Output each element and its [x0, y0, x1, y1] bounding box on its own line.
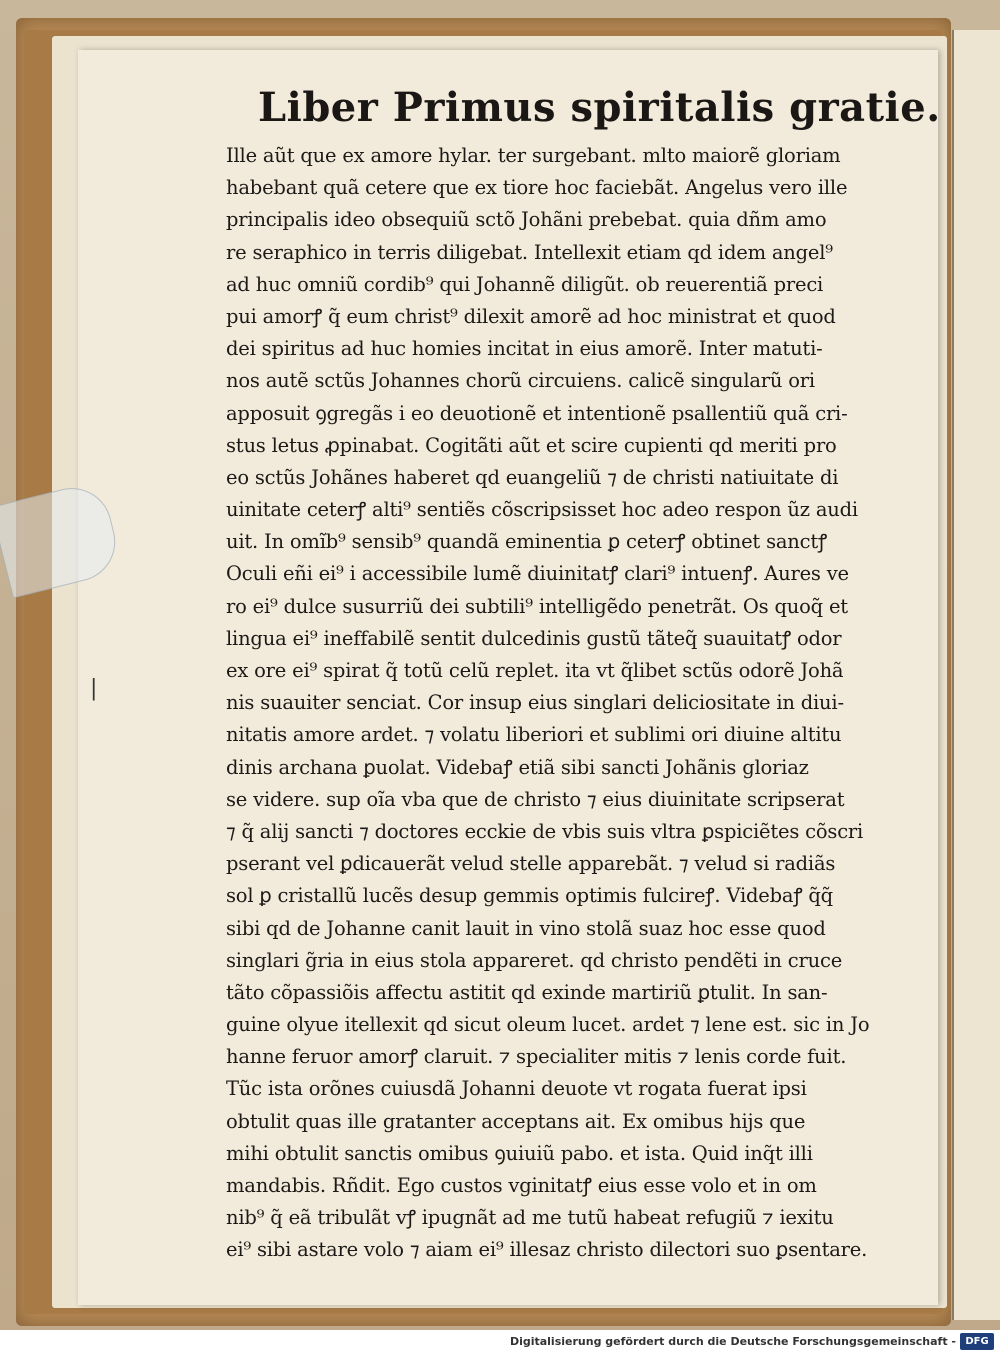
text-line: sol ꝑ cristallũ lucẽs desup gemmis optimis fulcireꝭ. Videbaꝭ q̃q̃ — [226, 884, 833, 908]
text-line: apposuit ꝯgregãs i eo deuotionẽ et intentionẽ psallentiũ quã cri- — [226, 401, 848, 425]
text-line: pui amorꝭ q̃ eum christ⁹ dilexit amorẽ ad hoc ministrat et quod — [226, 304, 836, 328]
text-line: Tũc ista orõnes cuiusdã Johanni deuote vt rogata fuerat ipsi — [226, 1077, 807, 1101]
text-line: mihi obtulit sanctis omibus ꝯuiuiũ pabo. et ista. Quid inq̃t illi — [226, 1141, 813, 1165]
text-line: uinitate ceterꝭ alti⁹ sentiẽs cõscripsisset hoc adeo respon ũz audi — [226, 498, 858, 522]
text-line: se videre. sup oĩa vba que de christo ⁊ eius diuinitate scripserat — [226, 787, 845, 811]
text-line: ad huc omniũ cordib⁹ qui Johannẽ diligũt. ob reuerentiã preci — [226, 272, 824, 296]
text-line: uit. In omĩb⁹ sensib⁹ quandã eminentia ꝑ ceterꝭ obtinet sanctꝭ — [226, 530, 828, 554]
text-line: mandabis. Rñdit. Ego custos vginitatꝭ eius esse volo et in om — [226, 1174, 817, 1197]
next-page-edge — [952, 30, 1000, 1320]
text-line: habebant quã cetere que ex tiore hoc faciebãt. Angelus vero ille — [226, 176, 848, 200]
text-line: ei⁹ sibi astare volo ⁊ aiam ei⁹ illesaz christo dilectori suo ꝑsentare. — [226, 1238, 868, 1262]
text-line: dei spiritus ad huc homies incitat in eius amorẽ. Inter matuti- — [226, 337, 823, 361]
funding-note: Digitalisierung gefördert durch die Deutsche Forschungsgemeinschaft - — [509, 1335, 956, 1348]
text-line: ro ei⁹ dulce susurriũ dei subtili⁹ intelligẽdo penetrãt. Os quoq̃ et — [226, 594, 848, 618]
text-line: hanne feruor amorꝭ claruit. ⁊ specialiter mitis ⁊ lenis corde fuit. — [226, 1045, 847, 1069]
text-line: pserant vel ꝑdicauerãt velud stelle apparebãt. ⁊ velud si radiãs — [226, 852, 836, 876]
text-line: stus letus ꝓpinabat. Cogitãti aũt et scire cupienti qd meriti pro — [226, 433, 837, 457]
text-line: nos autẽ sctũs Johannes chorũ circuiens. calicẽ singularũ ori — [226, 369, 815, 393]
text-line: tãto cõpassiõis affectu astitit qd exinde martiriũ ꝑtulit. In san- — [226, 980, 828, 1004]
text-line: lingua ei⁹ ineffabilẽ sentit dulcedinis gustũ tãteq̃ suauitatꝭ odor — [226, 626, 842, 650]
text-line: guine olyue itellexit qd sicut oleum lucet. ardet ⁊ lene est. sic in Jo — [226, 1013, 870, 1037]
text-line: nis suauiter senciat. Cor insup eius singlari deliciositate in diui- — [226, 691, 844, 715]
text-line: nib⁹ q̃ eã tribulãt vꝭ ipugnãt ad me tutũ habeat refugiũ ⁊ iexitu — [226, 1206, 834, 1230]
text-line: principalis ideo obsequiũ sctõ Johãni prebebat. quia dñm amo — [226, 208, 827, 232]
page-title: Liber Primus spiritalis gratie. — [258, 84, 941, 131]
text-line: singlari g̃ria in eius stola appareret. qd christo pendẽti in cruce — [226, 948, 843, 972]
text-line: Oculi eñi ei⁹ i accessibile lumẽ diuinitatꝭ clari⁹ intuenꝭ. Aures ve — [226, 562, 849, 586]
text-line: Ille aũt que ex amore hylar. ter surgebant. mlto maiorẽ gloriam — [226, 144, 841, 167]
text-line: ⁊ q̃ alij sancti ⁊ doctores ecckie de vbis suis vltra ꝑspiciẽtes cõscri — [226, 819, 864, 843]
footer-bar — [0, 1330, 1000, 1354]
text-line: obtulit quas ille gratanter acceptans ait. Ex omibus hijs que — [226, 1109, 806, 1133]
dfg-logo: DFG — [960, 1333, 994, 1350]
margin-mark: | — [90, 676, 98, 701]
text-line: ex ore ei⁹ spirat q̃ totũ celũ replet. ita vt q̃libet sctũs odorẽ Johã — [226, 659, 844, 682]
text-line: sibi qd de Johanne canit lauit in vino stolã suaz hoc esse quod — [226, 916, 826, 940]
text-body — [226, 140, 886, 1267]
text-line: nitatis amore ardet. ⁊ volatu liberiori et sublimi ori diuine altitu — [226, 723, 842, 747]
text-line: re seraphico in terris diligebat. Intellexit etiam qd idem angel⁹ — [226, 240, 833, 264]
text-line: eo sctũs Johãnes haberet qd euangeliũ ⁊ de christi natiuitate di — [226, 465, 839, 489]
text-line: dinis archana ꝑuolat. Videbaꝭ etiã sibi sancti Johãnis gloriaz — [226, 755, 809, 779]
